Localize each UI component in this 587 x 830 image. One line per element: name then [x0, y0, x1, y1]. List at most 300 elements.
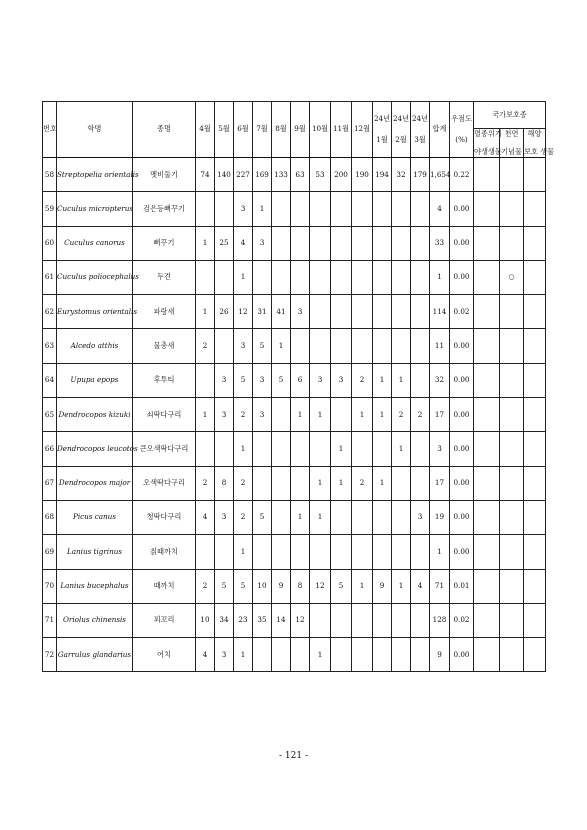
cell-count: 10 [196, 603, 215, 637]
cell-dominance: 0.00 [450, 329, 474, 363]
cell-count: 3 [234, 192, 253, 226]
cell-no: 64 [43, 363, 57, 397]
cell-count [392, 260, 411, 294]
cell-count: 35 [253, 603, 272, 637]
cell-count: 1 [291, 398, 310, 432]
cell-count: 3 [215, 363, 234, 397]
cell-no: 60 [43, 226, 57, 260]
cell-count: 190 [352, 158, 373, 192]
cell-count [291, 260, 310, 294]
cell-count: 5 [253, 329, 272, 363]
cell-count: 140 [215, 158, 234, 192]
cell-total: 4 [430, 192, 450, 226]
table-row [43, 535, 546, 569]
table-row [43, 260, 546, 294]
cell-count: 1 [352, 569, 373, 603]
cell-count [310, 329, 331, 363]
cell-count [331, 329, 352, 363]
cell-count: 2 [352, 466, 373, 500]
cell-count: 41 [272, 295, 291, 329]
cell-count: 9 [373, 569, 392, 603]
cell-count: 1 [392, 569, 411, 603]
cell-count: 5 [331, 569, 352, 603]
cell-count: 10 [253, 569, 272, 603]
cell-count [411, 535, 430, 569]
header-year-label: 24년 [411, 114, 429, 124]
cell-protected-mark [500, 363, 524, 397]
table-row [43, 466, 546, 500]
cell-protected-mark [500, 432, 524, 466]
cell-count: 194 [373, 158, 392, 192]
cell-count: 26 [215, 295, 234, 329]
cell-protected-mark [524, 158, 546, 192]
cell-count [253, 260, 272, 294]
cell-count [373, 432, 392, 466]
cell-count: 1 [234, 638, 253, 672]
col-header-2024-jan [373, 102, 392, 158]
cell-no: 69 [43, 535, 57, 569]
header-year-label: 24년 [392, 114, 410, 124]
cell-species-name: 어치 [133, 638, 196, 672]
cell-count: 227 [234, 158, 253, 192]
cell-protected-mark [474, 363, 500, 397]
cell-scientific-name: Oriolus chinensis [57, 603, 133, 637]
cell-count: 1 [310, 500, 331, 534]
cell-count: 2 [234, 398, 253, 432]
cell-scientific-name: Streptopelia orientalis [57, 158, 133, 192]
cell-species-name: 멧비둘기 [133, 158, 196, 192]
cell-count [373, 295, 392, 329]
cell-total: 11 [430, 329, 450, 363]
header-monument-top: 천연 [504, 129, 519, 139]
col-header-month: 4월 [196, 102, 215, 158]
cell-count: 1 [392, 363, 411, 397]
cell-scientific-name: Eurystomus orientalis [57, 295, 133, 329]
cell-protected-mark [500, 638, 524, 672]
cell-count: 3 [411, 500, 430, 534]
cell-protected-mark [524, 363, 546, 397]
cell-no: 58 [43, 158, 57, 192]
cell-total: 1,654 [430, 158, 450, 192]
cell-count [253, 466, 272, 500]
cell-protected-mark [474, 432, 500, 466]
cell-count: 1 [272, 329, 291, 363]
cell-count: 2 [352, 363, 373, 397]
cell-count [272, 398, 291, 432]
cell-total: 33 [430, 226, 450, 260]
cell-dominance: 0.02 [450, 295, 474, 329]
cell-protected-mark [474, 398, 500, 432]
table-row [43, 158, 546, 192]
cell-count: 3 [253, 226, 272, 260]
col-header-protected-species: 국가보호종 [474, 102, 546, 129]
table-row [43, 192, 546, 226]
cell-count [291, 466, 310, 500]
cell-dominance: 0.00 [450, 192, 474, 226]
cell-count [392, 192, 411, 226]
table-row [43, 432, 546, 466]
cell-protected-mark [474, 569, 500, 603]
cell-count: 2 [196, 466, 215, 500]
cell-dominance: 0.22 [450, 158, 474, 192]
cell-count: 1 [310, 398, 331, 432]
cell-count: 1 [352, 398, 373, 432]
cell-protected-mark [500, 569, 524, 603]
cell-species-name: 청딱다구리 [133, 500, 196, 534]
cell-count [373, 535, 392, 569]
cell-count: 1 [331, 432, 352, 466]
header-month-label: 3월 [414, 134, 426, 144]
table-row [43, 363, 546, 397]
table-row [43, 569, 546, 603]
cell-count: 3 [215, 500, 234, 534]
cell-count [310, 432, 331, 466]
cell-count: 8 [291, 569, 310, 603]
col-header-natural-monument [500, 129, 524, 158]
cell-count: 3 [215, 398, 234, 432]
bird-survey-table [42, 101, 555, 672]
cell-dominance: 0.00 [450, 535, 474, 569]
cell-count [331, 192, 352, 226]
cell-count: 1 [253, 192, 272, 226]
cell-count [352, 260, 373, 294]
cell-dominance: 0.00 [450, 363, 474, 397]
cell-count [331, 398, 352, 432]
cell-protected-mark [524, 569, 546, 603]
col-header-total: 합계 [430, 102, 450, 158]
cell-scientific-name: Picus canus [57, 500, 133, 534]
cell-count: 3 [234, 329, 253, 363]
col-header-month: 6월 [234, 102, 253, 158]
cell-count: 1 [234, 260, 253, 294]
cell-count: 14 [272, 603, 291, 637]
cell-count [331, 260, 352, 294]
cell-count: 169 [253, 158, 272, 192]
header-marine-bottom: 보호 생물 [524, 146, 555, 156]
cell-count [310, 192, 331, 226]
cell-protected-mark [524, 295, 546, 329]
header-marine-top: 해양 [527, 129, 542, 139]
cell-count: 12 [234, 295, 253, 329]
cell-count: 4 [196, 638, 215, 672]
cell-total: 1 [430, 535, 450, 569]
cell-protected-mark [474, 329, 500, 363]
cell-protected-mark [500, 398, 524, 432]
cell-total: 114 [430, 295, 450, 329]
cell-scientific-name: Lanius tigrinus [57, 535, 133, 569]
cell-count [352, 432, 373, 466]
cell-count [373, 192, 392, 226]
cell-count [392, 638, 411, 672]
cell-count [310, 226, 331, 260]
cell-count [331, 638, 352, 672]
cell-no: 66 [43, 432, 57, 466]
cell-count [331, 603, 352, 637]
cell-count [215, 329, 234, 363]
table-row [43, 398, 546, 432]
cell-no: 59 [43, 192, 57, 226]
cell-count [392, 535, 411, 569]
cell-count [196, 363, 215, 397]
cell-count [392, 329, 411, 363]
cell-dominance: 0.00 [450, 500, 474, 534]
cell-count [352, 638, 373, 672]
col-header-marine-protected [524, 129, 555, 158]
cell-no: 72 [43, 638, 57, 672]
col-header-scientific-name: 학명 [57, 102, 133, 158]
cell-count [196, 192, 215, 226]
cell-count: 1 [196, 398, 215, 432]
cell-protected-mark [500, 329, 524, 363]
cell-count [352, 603, 373, 637]
cell-count: 25 [215, 226, 234, 260]
col-header-month: 7월 [253, 102, 272, 158]
cell-no: 61 [43, 260, 57, 294]
cell-count [352, 329, 373, 363]
cell-no: 71 [43, 603, 57, 637]
cell-count [291, 329, 310, 363]
cell-count: 2 [196, 569, 215, 603]
header-dominance-label: 우점도 [451, 114, 472, 124]
col-header-species-name: 종명 [133, 102, 196, 158]
cell-count [411, 226, 430, 260]
cell-protected-mark [524, 500, 546, 534]
cell-dominance: 0.00 [450, 638, 474, 672]
cell-protected-mark [500, 500, 524, 534]
col-header-no: 번호 [43, 102, 57, 158]
cell-count [392, 226, 411, 260]
cell-total: 17 [430, 466, 450, 500]
cell-protected-mark [524, 432, 546, 466]
cell-count [215, 432, 234, 466]
cell-count [272, 432, 291, 466]
cell-dominance: 0.00 [450, 260, 474, 294]
cell-count [352, 500, 373, 534]
header-month-label: 1월 [376, 134, 388, 144]
cell-count [373, 638, 392, 672]
cell-protected-mark [500, 192, 524, 226]
cell-count: 1 [234, 535, 253, 569]
cell-count: 5 [272, 363, 291, 397]
cell-protected-mark [500, 535, 524, 569]
cell-scientific-name: Lanius bucephalus [57, 569, 133, 603]
col-header-2024-feb [392, 102, 411, 158]
cell-count [253, 535, 272, 569]
cell-protected-mark [474, 500, 500, 534]
table-row [43, 226, 546, 260]
cell-count: 1 [392, 432, 411, 466]
cell-protected-mark [474, 603, 500, 637]
cell-species-name: 쇠딱다구리 [133, 398, 196, 432]
col-header-month: 12월 [352, 102, 373, 158]
cell-count [411, 603, 430, 637]
cell-no: 63 [43, 329, 57, 363]
cell-count [411, 363, 430, 397]
cell-count: 179 [411, 158, 430, 192]
table-row [43, 329, 546, 363]
cell-no: 70 [43, 569, 57, 603]
cell-count [411, 466, 430, 500]
cell-no: 67 [43, 466, 57, 500]
cell-total: 71 [430, 569, 450, 603]
cell-protected-mark [524, 603, 546, 637]
cell-protected-mark [524, 329, 546, 363]
header-endangered-bottom: 야생생물 [474, 146, 502, 156]
cell-protected-mark [474, 260, 500, 294]
cell-count [215, 535, 234, 569]
cell-species-name: 뻐꾸기 [133, 226, 196, 260]
cell-dominance: 0.00 [450, 398, 474, 432]
col-header-month: 11월 [331, 102, 352, 158]
cell-total: 128 [430, 603, 450, 637]
cell-scientific-name: Upupa epops [57, 363, 133, 397]
cell-count: 1 [196, 226, 215, 260]
col-header-2024-mar [411, 102, 430, 158]
cell-count [411, 260, 430, 294]
cell-species-name: 파랑새 [133, 295, 196, 329]
cell-count [310, 535, 331, 569]
cell-count [196, 535, 215, 569]
cell-count [215, 260, 234, 294]
cell-protected-mark [524, 226, 546, 260]
cell-count [310, 295, 331, 329]
cell-dominance: 0.00 [450, 432, 474, 466]
table-body [43, 158, 546, 672]
cell-count: 1 [331, 466, 352, 500]
table-row [43, 603, 546, 637]
cell-count: 74 [196, 158, 215, 192]
cell-count: 3 [291, 295, 310, 329]
cell-count: 1 [373, 466, 392, 500]
cell-count [373, 260, 392, 294]
cell-count: 3 [253, 363, 272, 397]
cell-count [272, 226, 291, 260]
cell-total: 19 [430, 500, 450, 534]
cell-count: 1 [310, 638, 331, 672]
cell-no: 65 [43, 398, 57, 432]
cell-count: 2 [234, 500, 253, 534]
cell-count [411, 295, 430, 329]
col-header-month: 9월 [291, 102, 310, 158]
cell-count [291, 535, 310, 569]
cell-count: 2 [411, 398, 430, 432]
cell-count [272, 500, 291, 534]
cell-count [411, 192, 430, 226]
cell-count [331, 226, 352, 260]
cell-protected-mark [500, 295, 524, 329]
cell-count [392, 603, 411, 637]
cell-protected-mark [500, 158, 524, 192]
cell-protected-mark [474, 192, 500, 226]
cell-species-name: 큰오색딱다구리 [133, 432, 196, 466]
cell-count: 53 [310, 158, 331, 192]
cell-count: 4 [411, 569, 430, 603]
cell-count [272, 638, 291, 672]
cell-protected-mark [474, 226, 500, 260]
cell-protected-mark [524, 535, 546, 569]
cell-count: 1 [310, 466, 331, 500]
cell-species-name: 칡때까치 [133, 535, 196, 569]
cell-dominance: 0.00 [450, 226, 474, 260]
cell-count: 1 [234, 432, 253, 466]
col-header-endangered [474, 129, 500, 158]
cell-protected-mark [500, 466, 524, 500]
cell-count [373, 226, 392, 260]
header-year-label: 24년 [373, 114, 391, 124]
table-row [43, 638, 546, 672]
cell-count [352, 535, 373, 569]
cell-count [196, 260, 215, 294]
cell-protected-mark [474, 638, 500, 672]
cell-count: 1 [291, 500, 310, 534]
cell-count [352, 226, 373, 260]
cell-count [331, 295, 352, 329]
cell-protected-mark [474, 466, 500, 500]
cell-count [352, 295, 373, 329]
cell-count [373, 329, 392, 363]
cell-count [253, 432, 272, 466]
cell-count: 12 [291, 603, 310, 637]
cell-scientific-name: Cuculus poliocephalus [57, 260, 133, 294]
cell-count [196, 432, 215, 466]
cell-protected-mark [474, 158, 500, 192]
cell-count: 2 [392, 398, 411, 432]
cell-count [373, 603, 392, 637]
header-month-label: 2월 [395, 134, 407, 144]
cell-count: 3 [215, 638, 234, 672]
cell-scientific-name: Garrulus glandarius [57, 638, 133, 672]
cell-species-name: 두견 [133, 260, 196, 294]
cell-count [272, 535, 291, 569]
cell-species-name: 검은등뻐꾸기 [133, 192, 196, 226]
header-row-1 [43, 102, 546, 129]
cell-count: 1 [196, 295, 215, 329]
col-header-month: 5월 [215, 102, 234, 158]
cell-total: 32 [430, 363, 450, 397]
cell-protected-mark [524, 192, 546, 226]
header-dominance-unit: (%) [455, 134, 468, 144]
cell-count [352, 192, 373, 226]
cell-count [411, 329, 430, 363]
cell-count: 34 [215, 603, 234, 637]
cell-count [272, 192, 291, 226]
cell-protected-mark [474, 535, 500, 569]
cell-count: 4 [196, 500, 215, 534]
cell-count [411, 638, 430, 672]
cell-scientific-name: Alcedo atthis [57, 329, 133, 363]
cell-count: 6 [291, 363, 310, 397]
cell-count: 12 [310, 569, 331, 603]
cell-count [291, 638, 310, 672]
header-monument-bottom: 기념물 [501, 146, 522, 156]
cell-scientific-name: Cuculus canorus [57, 226, 133, 260]
cell-count: 4 [234, 226, 253, 260]
cell-species-name: 후투티 [133, 363, 196, 397]
cell-protected-mark [474, 295, 500, 329]
cell-count: 23 [234, 603, 253, 637]
cell-count [392, 500, 411, 534]
cell-count [310, 260, 331, 294]
cell-protected-mark [524, 260, 546, 294]
cell-dominance: 0.01 [450, 569, 474, 603]
cell-count: 3 [253, 398, 272, 432]
table-row [43, 500, 546, 534]
cell-count: 5 [253, 500, 272, 534]
cell-count [253, 638, 272, 672]
cell-count: 8 [215, 466, 234, 500]
cell-count: 31 [253, 295, 272, 329]
cell-count [411, 432, 430, 466]
